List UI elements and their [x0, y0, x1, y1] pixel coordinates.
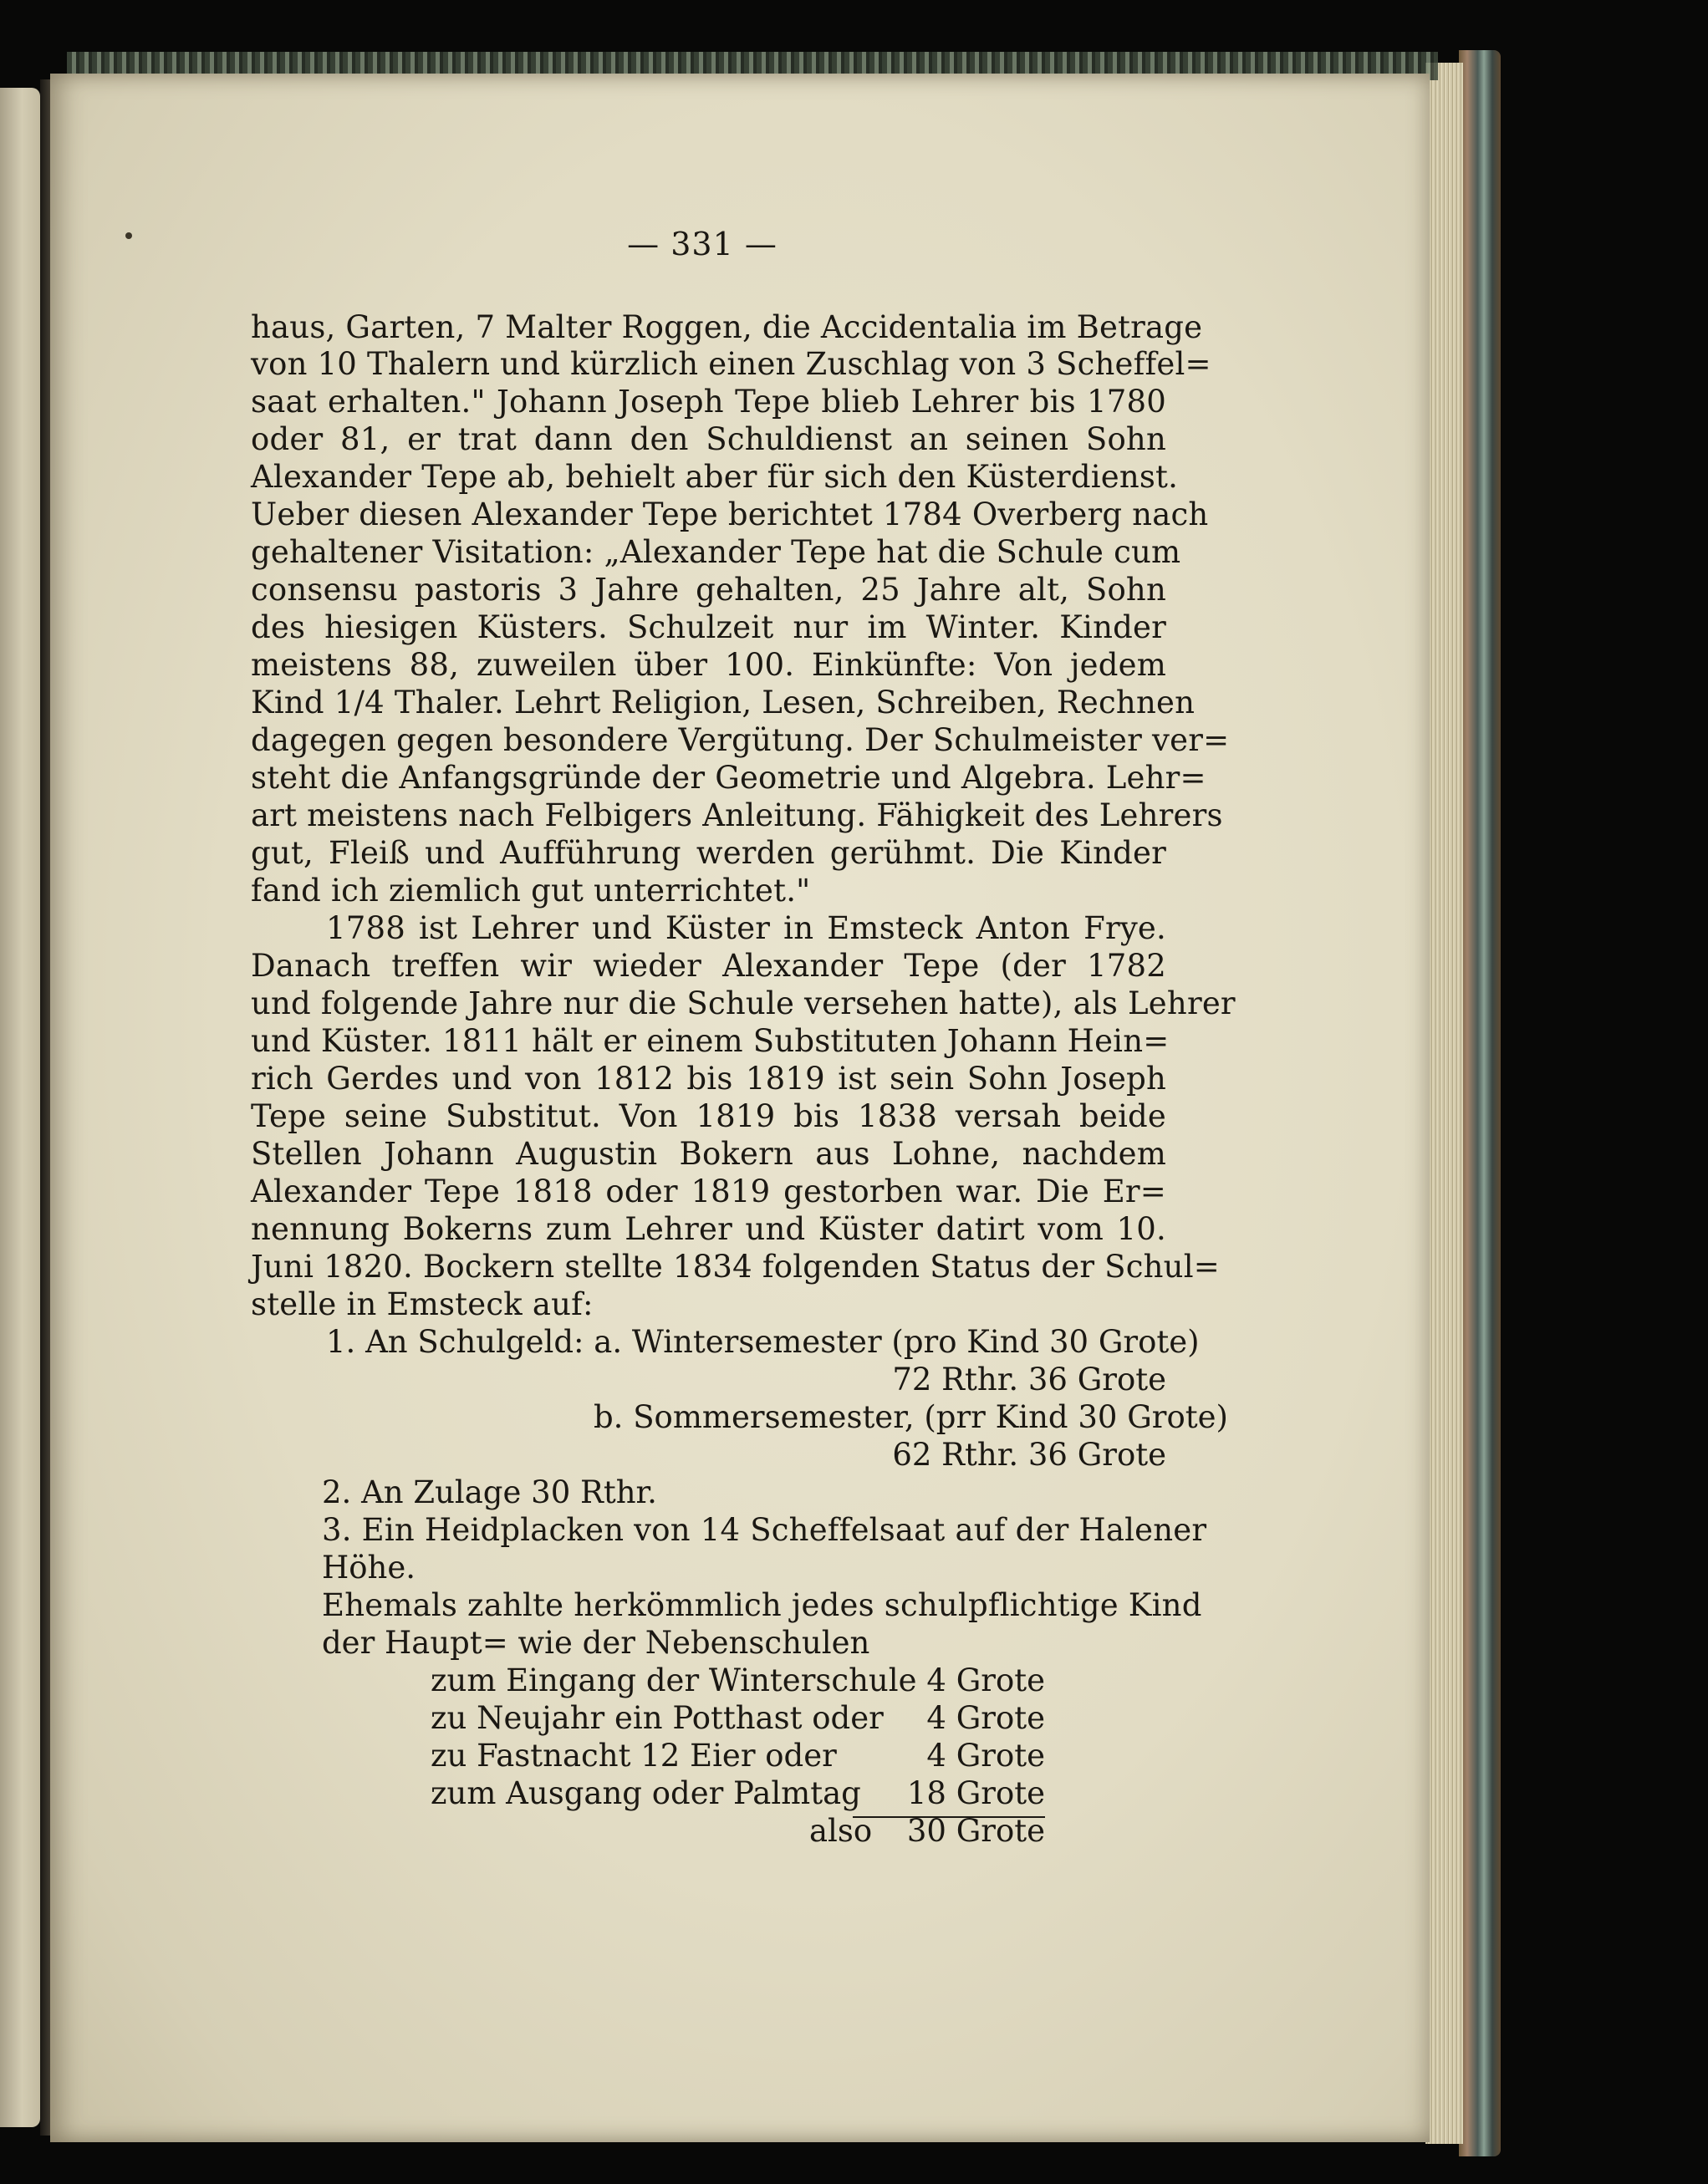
- total-label: also: [809, 1813, 873, 1849]
- text-line: dagegen gegen besondere Vergütung. Der Schulmeister ver=: [251, 722, 1230, 758]
- text-line: oder 81, er trat dann den Schuldienst an seinen Sohn: [251, 421, 1166, 457]
- payment-amount: 4 Grote: [926, 1662, 1045, 1698]
- status-item-3-cont: Höhe.: [322, 1550, 416, 1586]
- text-line: rich Gerdes und von 1812 bis 1819 ist sein Sohn Joseph: [251, 1061, 1166, 1097]
- payment-amount: 4 Grote: [926, 1700, 1045, 1736]
- text-line: 1788 ist Lehrer und Küster in Emsteck Anton Frye.: [326, 910, 1166, 946]
- text-line: gut, Fleiß und Aufführung werden gerühmt. Die Kinder: [251, 835, 1166, 871]
- payment-label: zum Eingang der Winterschule: [431, 1662, 917, 1698]
- ink-mark: [125, 232, 132, 239]
- text-line: Kind 1/4 Thaler. Lehrt Religion, Lesen, Schreiben, Rechnen: [251, 685, 1196, 720]
- text-line: und Küster. 1811 hält er einem Substituten Johann Hein=: [251, 1023, 1170, 1059]
- text-line: Alexander Tepe 1818 oder 1819 gestorben war. Die Er=: [251, 1173, 1166, 1209]
- text-line: consensu pastoris 3 Jahre gehalten, 25 Jahre alt, Sohn: [251, 572, 1166, 608]
- text-line: saat erhalten." Johann Joseph Tepe blieb Lehrer bis 1780: [251, 384, 1166, 420]
- total-amount: 30 Grote: [906, 1813, 1045, 1849]
- page-number: — 331 —: [627, 226, 778, 262]
- status-item-2: 2. An Zulage 30 Rthr.: [322, 1474, 657, 1510]
- text-line: art meistens nach Felbigers Anleitung. Fähigkeit des Lehrers: [251, 797, 1223, 833]
- sum-rule: [853, 1816, 1045, 1818]
- ehemals-line-cont: der Haupt= wie der Nebenschulen: [322, 1625, 870, 1661]
- text-line: Alexander Tepe ab, behielt aber für sich den Küsterdienst.: [251, 459, 1179, 495]
- left-page-edge: [0, 88, 40, 2127]
- text-line: nennung Bokerns zum Lehrer und Küster datirt vom 10.: [251, 1211, 1166, 1247]
- payment-label: zu Fastnacht 12 Eier oder: [431, 1738, 837, 1774]
- text-line: Tepe seine Substitut. Von 1819 bis 1838 versah beide: [251, 1098, 1166, 1134]
- payment-amount: 4 Grote: [926, 1738, 1045, 1774]
- text-line: haus, Garten, 7 Malter Roggen, die Accidentalia im Betrage: [251, 309, 1203, 345]
- payment-amount: 18 Grote: [906, 1775, 1045, 1811]
- status-item-1: 1. An Schulgeld: a. Wintersemester (pro Kind 30 Grote): [326, 1324, 1200, 1360]
- status-item-1-amount: 72 Rthr. 36 Grote: [892, 1362, 1166, 1397]
- text-line: Juni 1820. Bockern stellte 1834 folgenden Status der Schul=: [251, 1249, 1220, 1285]
- text-line: stelle in Emsteck auf:: [251, 1286, 594, 1322]
- text-line: Ueber diesen Alexander Tepe berichtet 1784 Overberg nach: [251, 496, 1209, 532]
- text-line: Stellen Johann Augustin Bokern aus Lohne, nachdem: [251, 1136, 1166, 1172]
- text-line: Danach treffen wir wieder Alexander Tepe (der 1782: [251, 948, 1166, 984]
- status-item-1b-amount: 62 Rthr. 36 Grote: [892, 1437, 1166, 1473]
- book-cover-edge: [1459, 50, 1501, 2156]
- text-line: steht die Anfangsgründe der Geometrie und Algebra. Lehr=: [251, 760, 1206, 796]
- text-line: fand ich ziemlich gut unterrichtet.": [251, 873, 811, 909]
- page-stack-edges: [1425, 63, 1463, 2144]
- ehemals-line: Ehemals zahlte herkömmlich jedes schulpflichtige Kind: [322, 1587, 1202, 1623]
- text-line: gehaltener Visitation: „Alexander Tepe hat die Schule cum: [251, 534, 1181, 570]
- status-item-3: 3. Ein Heidplacken von 14 Scheffelsaat auf der Halener: [322, 1512, 1207, 1548]
- status-item-1b: b. Sommersemester, (prr Kind 30 Grote): [594, 1399, 1228, 1435]
- text-line: von 10 Thalern und kürzlich einen Zuschlag von 3 Scheffel=: [251, 346, 1211, 382]
- payment-label: zu Neujahr ein Potthast oder: [431, 1700, 884, 1736]
- text-line: meistens 88, zuweilen über 100. Einkünfte: Von jedem: [251, 647, 1166, 683]
- text-line: und folgende Jahre nur die Schule versehen hatte), als Lehrer: [251, 985, 1236, 1021]
- payment-label: zum Ausgang oder Palmtag: [431, 1775, 861, 1811]
- text-line: des hiesigen Küsters. Schulzeit nur im Winter. Kinder: [251, 609, 1166, 645]
